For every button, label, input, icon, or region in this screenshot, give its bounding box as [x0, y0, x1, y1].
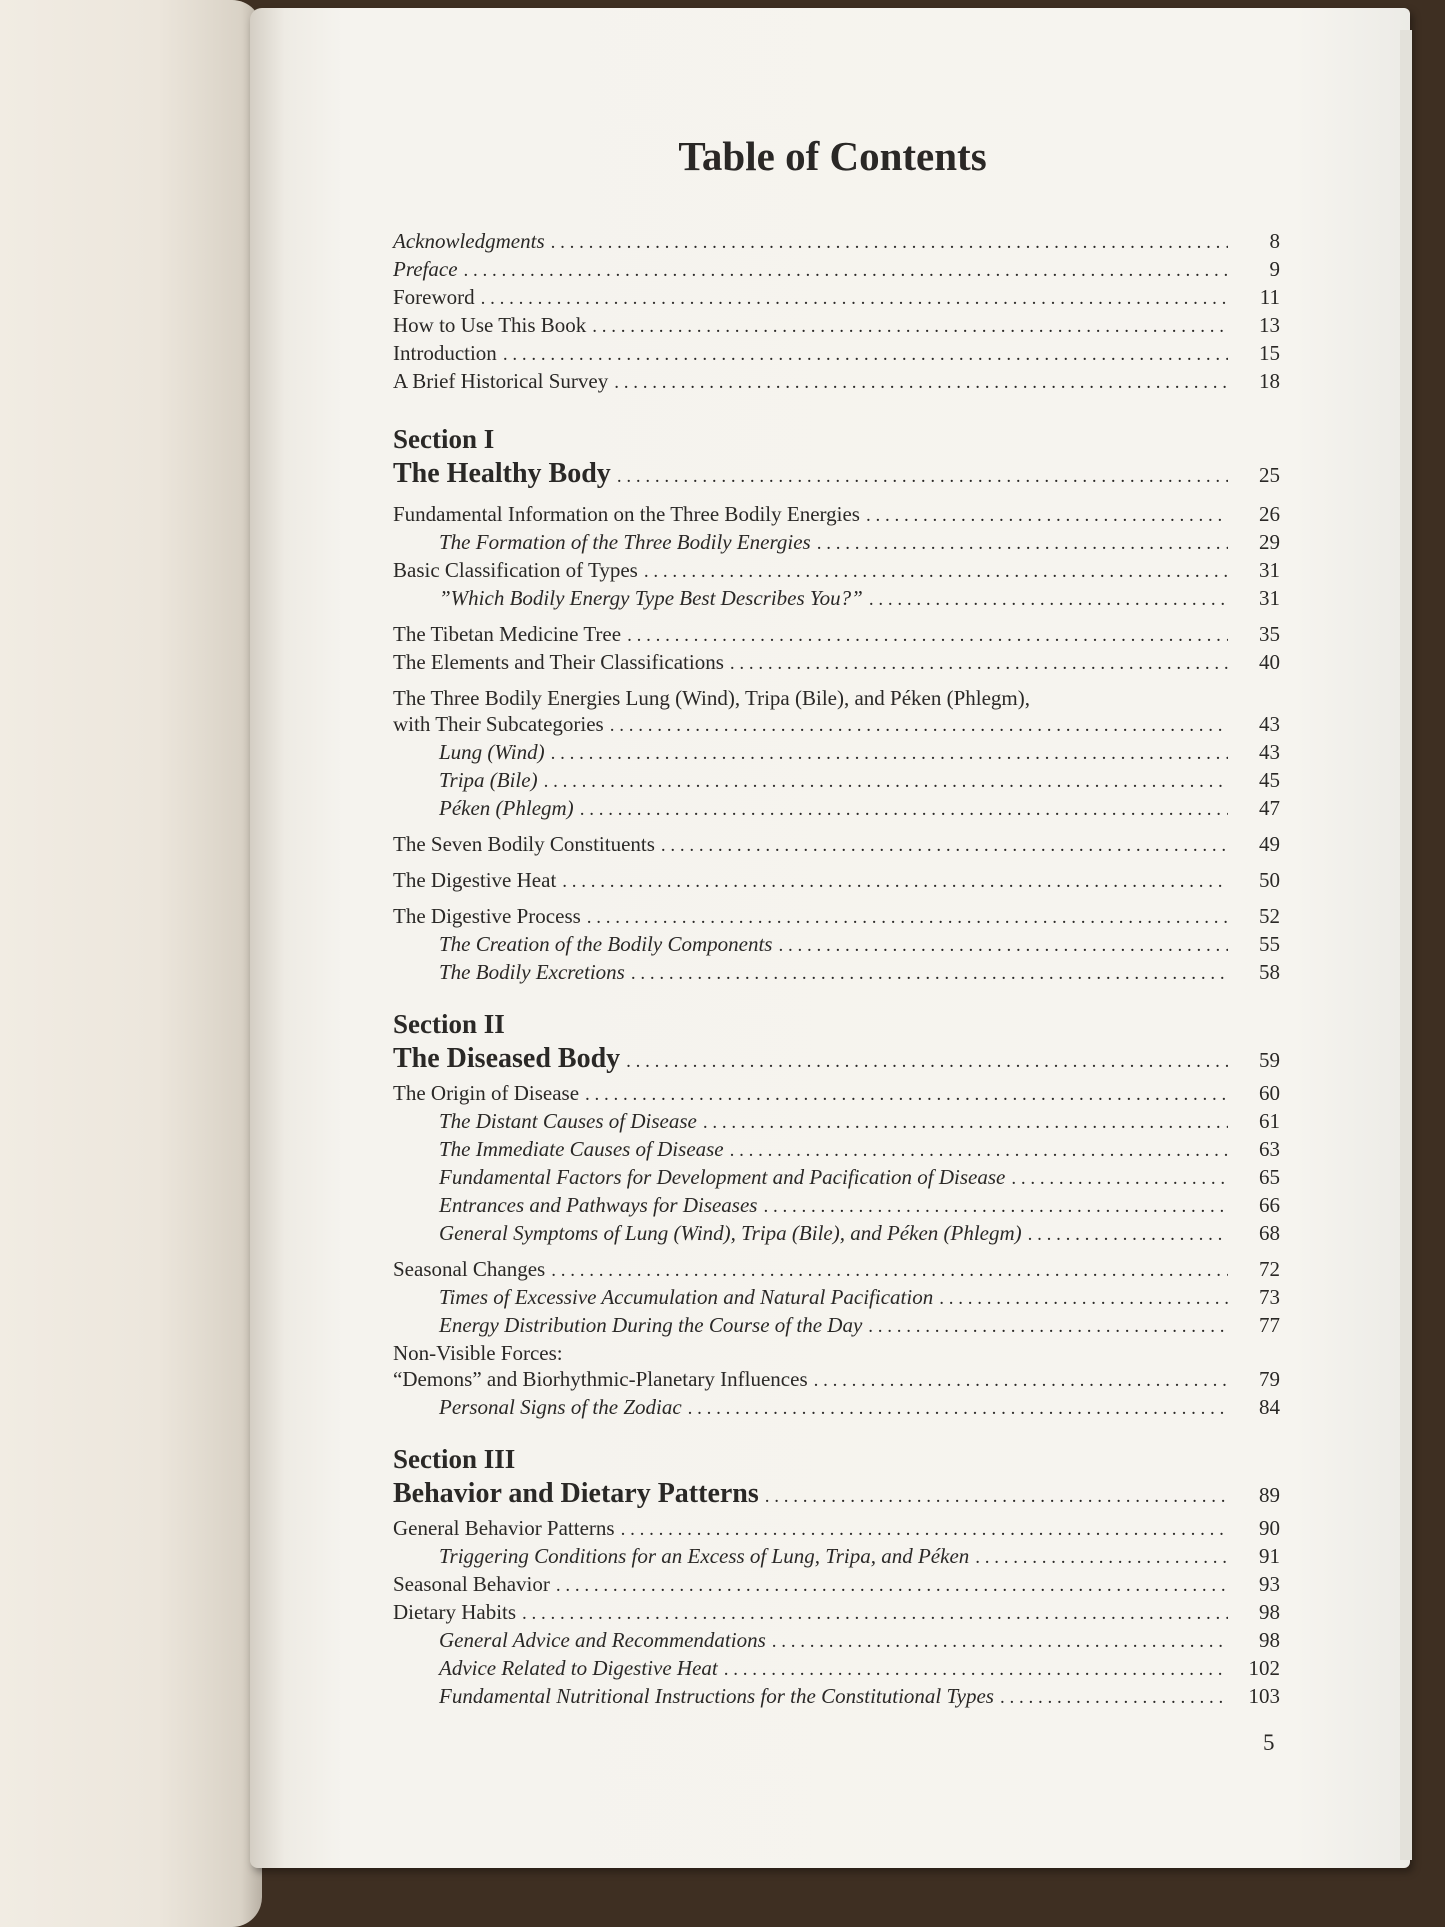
section-entries	[393, 501, 1280, 987]
page-ref: 79	[1259, 1367, 1280, 1391]
table-of-contents	[393, 228, 1280, 1711]
entry-label: Lung (Wind)	[439, 740, 545, 764]
page-ref: 68	[1259, 1221, 1280, 1245]
page-ref: 102	[1248, 1656, 1280, 1680]
entry-label: Seasonal Changes	[393, 1257, 546, 1281]
leader-dots	[772, 1627, 1228, 1655]
page-ref: 11	[1259, 285, 1280, 309]
toc-entry[interactable]	[393, 1256, 1280, 1284]
leader-dots	[551, 1256, 1228, 1284]
page-ref: 55	[1259, 932, 1280, 956]
leader-dots	[975, 1543, 1228, 1571]
toc-subentry[interactable]	[393, 1192, 1280, 1220]
entry-label: “Demons” and Biorhythmic-Planetary Influences	[393, 1367, 808, 1391]
toc-subentry[interactable]	[393, 959, 1280, 987]
leader-dots	[626, 1041, 1228, 1080]
leader-dots	[778, 931, 1228, 959]
toc-entry[interactable]	[393, 368, 1280, 396]
leader-dots	[1028, 1220, 1228, 1248]
toc-entry[interactable]	[393, 1599, 1280, 1627]
page-ref: 63	[1259, 1137, 1280, 1161]
toc-entry[interactable]	[393, 831, 1280, 859]
entry-label: The Digestive Process	[393, 904, 581, 928]
entry-label: A Brief Historical Survey	[393, 369, 609, 393]
entry-label: ”Which Bodily Energy Type Best Describes You?”	[439, 586, 863, 610]
leader-dots	[688, 1394, 1228, 1422]
page-ref: 77	[1259, 1313, 1280, 1337]
leader-dots	[522, 1599, 1228, 1627]
toc-subentry[interactable]	[393, 1164, 1280, 1192]
page-ref: 93	[1259, 1572, 1280, 1596]
toc-subentry[interactable]	[393, 1108, 1280, 1136]
leader-dots	[631, 959, 1228, 987]
leader-dots	[724, 1655, 1228, 1683]
page-ref: 61	[1259, 1109, 1280, 1133]
leader-dots	[464, 256, 1228, 284]
entry-label: General Symptoms of Lung (Wind), Tripa (Bile), and Péken (Phlegm)	[439, 1221, 1022, 1245]
toc-subentry[interactable]	[393, 529, 1280, 557]
leader-dots	[939, 1284, 1228, 1312]
toc-subentry[interactable]	[393, 795, 1280, 823]
toc-entry[interactable]	[393, 1571, 1280, 1599]
leader-dots	[481, 284, 1228, 312]
leader-dots	[585, 1080, 1228, 1108]
page-ref: 84	[1259, 1395, 1280, 1419]
section-title-label: The Diseased Body	[393, 1043, 621, 1074]
page-title: Table of Contents	[678, 133, 987, 179]
entry-label: The Tibetan Medicine Tree	[393, 622, 622, 646]
toc-subentry[interactable]	[393, 1312, 1280, 1340]
toc-entry[interactable]	[393, 711, 1280, 739]
toc-entry[interactable]	[393, 1515, 1280, 1543]
entry-label: General Advice and Recommendations	[439, 1628, 766, 1652]
leader-dots	[868, 1312, 1228, 1340]
toc-entry[interactable]	[393, 284, 1280, 312]
page-number: 5	[1263, 1730, 1275, 1755]
leader-dots	[556, 1571, 1228, 1599]
toc-entry[interactable]	[393, 649, 1280, 677]
entry-label: Fundamental Information on the Three Bodily Energies	[393, 502, 860, 526]
entry-label: The Digestive Heat	[393, 868, 557, 892]
leader-dots	[765, 1476, 1228, 1515]
toc-subentry[interactable]	[393, 739, 1280, 767]
entry-label: Basic Classification of Types	[393, 558, 638, 582]
leader-dots	[1000, 1683, 1228, 1711]
toc-entry[interactable]	[393, 1366, 1280, 1394]
leader-dots	[866, 501, 1228, 529]
leader-dots	[1011, 1164, 1228, 1192]
toc-subentry[interactable]	[393, 1136, 1280, 1164]
leader-dots	[503, 340, 1228, 368]
leader-dots	[627, 621, 1228, 649]
leader-dots	[551, 228, 1228, 256]
toc-entry[interactable]	[393, 312, 1280, 340]
leader-dots	[730, 649, 1228, 677]
toc-entry[interactable]	[393, 867, 1280, 895]
section-heading: Section III	[393, 1444, 516, 1474]
left-page	[0, 0, 262, 1927]
toc-subentry[interactable]	[393, 1394, 1280, 1422]
toc-subentry[interactable]	[393, 1655, 1280, 1683]
toc-entry[interactable]	[393, 256, 1280, 284]
entry-label: Tripa (Bile)	[439, 768, 538, 792]
toc-entry[interactable]	[393, 1080, 1280, 1108]
section-title[interactable]	[393, 456, 1280, 495]
page-edge	[1400, 30, 1412, 1860]
page-ref: 13	[1259, 313, 1280, 337]
entry-label: Fundamental Nutritional Instructions for the Constitutional Types	[439, 1684, 994, 1708]
entry-label: The Immediate Causes of Disease	[439, 1137, 724, 1161]
toc-subentry[interactable]	[393, 1683, 1280, 1711]
page-ref: 31	[1259, 558, 1280, 582]
toc-entry-line: The Three Bodily Energies Lung (Wind), Tripa (Bile), and Péken (Phlegm),	[393, 686, 1031, 710]
entry-label: Fundamental Factors for Development and Pacification of Disease	[439, 1165, 1006, 1189]
section-heading: Section I	[393, 424, 495, 454]
toc-entry[interactable]	[393, 903, 1280, 931]
leader-dots	[614, 368, 1228, 396]
section-entries	[393, 1080, 1280, 1422]
page-ref: 98	[1259, 1628, 1280, 1652]
toc-subentry[interactable]	[393, 1284, 1280, 1312]
page-ref: 91	[1259, 1544, 1280, 1568]
page-ref: 50	[1259, 868, 1280, 892]
leader-dots	[551, 739, 1228, 767]
entry-label: Personal Signs of the Zodiac	[439, 1395, 682, 1419]
toc-entry[interactable]	[393, 501, 1280, 529]
leader-dots	[703, 1108, 1228, 1136]
entry-label: Introduction	[393, 341, 497, 365]
page-ref: 73	[1259, 1285, 1280, 1309]
entry-label: The Elements and Their Classifications	[393, 650, 724, 674]
entry-label: The Bodily Excretions	[439, 960, 625, 984]
entry-label: with Their Subcategories	[393, 712, 604, 736]
entry-label: Foreword	[393, 285, 475, 309]
page-ref: 25	[1259, 463, 1280, 487]
page-ref: 59	[1259, 1048, 1280, 1072]
section-title-label: Behavior and Dietary Patterns	[393, 1478, 759, 1509]
entry-label: How to Use This Book	[393, 313, 587, 337]
leader-dots	[587, 903, 1228, 931]
entry-label: The Origin of Disease	[393, 1081, 580, 1105]
page-ref: 40	[1259, 650, 1280, 674]
page-ref: 52	[1259, 904, 1280, 928]
page-ref: 98	[1259, 1600, 1280, 1624]
page-ref: 103	[1248, 1684, 1280, 1708]
toc-entry-line: Non-Visible Forces:	[393, 1341, 563, 1365]
page-ref: 8	[1269, 229, 1280, 253]
page-ref: 43	[1259, 712, 1280, 736]
section-entries	[393, 1515, 1280, 1711]
leader-dots	[610, 711, 1228, 739]
toc-entry[interactable]	[393, 340, 1280, 368]
section-title[interactable]	[393, 1476, 1280, 1515]
page-ref: 58	[1259, 960, 1280, 984]
toc-subentry[interactable]	[393, 1543, 1280, 1571]
leader-dots	[617, 456, 1228, 495]
page-ref: 49	[1259, 832, 1280, 856]
page-ref: 18	[1259, 369, 1280, 393]
entry-label: Energy Distribution During the Course of the Day	[439, 1313, 863, 1337]
leader-dots	[869, 585, 1228, 613]
entry-label: Seasonal Behavior	[393, 1572, 550, 1596]
leader-dots	[661, 831, 1228, 859]
page-ref: 29	[1259, 530, 1280, 554]
leader-dots	[730, 1136, 1228, 1164]
entry-label: The Seven Bodily Constituents	[393, 832, 655, 856]
toc-entry[interactable]	[393, 621, 1280, 649]
page-ref: 66	[1259, 1193, 1280, 1217]
leader-dots	[592, 312, 1228, 340]
page-ref: 26	[1259, 502, 1280, 526]
leader-dots	[644, 557, 1228, 585]
leader-dots	[814, 1366, 1228, 1394]
page-ref: 45	[1259, 768, 1280, 792]
entry-label: Péken (Phlegm)	[439, 796, 574, 820]
page-ref: 35	[1259, 622, 1280, 646]
toc-subentry[interactable]	[393, 931, 1280, 959]
entry-label: The Formation of the Three Bodily Energies	[439, 530, 811, 554]
toc-subentry[interactable]	[393, 1220, 1280, 1248]
page-ref: 72	[1259, 1257, 1280, 1281]
entry-label: Preface	[393, 257, 458, 281]
entry-label: Advice Related to Digestive Heat	[439, 1656, 718, 1680]
leader-dots	[544, 767, 1228, 795]
entry-label: Triggering Conditions for an Excess of Lung, Tripa, and Péken	[439, 1544, 970, 1568]
leader-dots	[580, 795, 1228, 823]
toc-entry[interactable]	[393, 557, 1280, 585]
page-ref: 60	[1259, 1081, 1280, 1105]
page-ref: 89	[1259, 1483, 1280, 1507]
leader-dots	[817, 529, 1228, 557]
entry-label: The Distant Causes of Disease	[439, 1109, 697, 1133]
entry-label: Dietary Habits	[393, 1600, 517, 1624]
page-ref: 90	[1259, 1516, 1280, 1540]
page-ref: 9	[1269, 257, 1280, 281]
leader-dots	[763, 1192, 1228, 1220]
entry-label: Acknowledgments	[393, 229, 545, 253]
section-heading: Section II	[393, 1009, 505, 1039]
toc-entry[interactable]	[393, 228, 1280, 256]
section-title-label: The Healthy Body	[393, 458, 611, 489]
entry-label: General Behavior Patterns	[393, 1516, 615, 1540]
entry-label: Times of Excessive Accumulation and Natural Pacification	[439, 1285, 934, 1309]
page-ref: 65	[1259, 1165, 1280, 1189]
section-title[interactable]	[393, 1041, 1280, 1080]
toc-subentry[interactable]	[393, 1627, 1280, 1655]
leader-dots	[562, 867, 1228, 895]
page-ref: 31	[1259, 586, 1280, 610]
entry-label: Entrances and Pathways for Diseases	[439, 1193, 758, 1217]
page-ref: 15	[1259, 341, 1280, 365]
toc-subentry[interactable]	[393, 585, 1280, 613]
toc-subentry[interactable]	[393, 767, 1280, 795]
leader-dots	[621, 1515, 1228, 1543]
entry-label: The Creation of the Bodily Components	[439, 932, 773, 956]
page-ref: 47	[1259, 796, 1280, 820]
page-ref: 43	[1259, 740, 1280, 764]
front-matter	[393, 228, 1280, 396]
